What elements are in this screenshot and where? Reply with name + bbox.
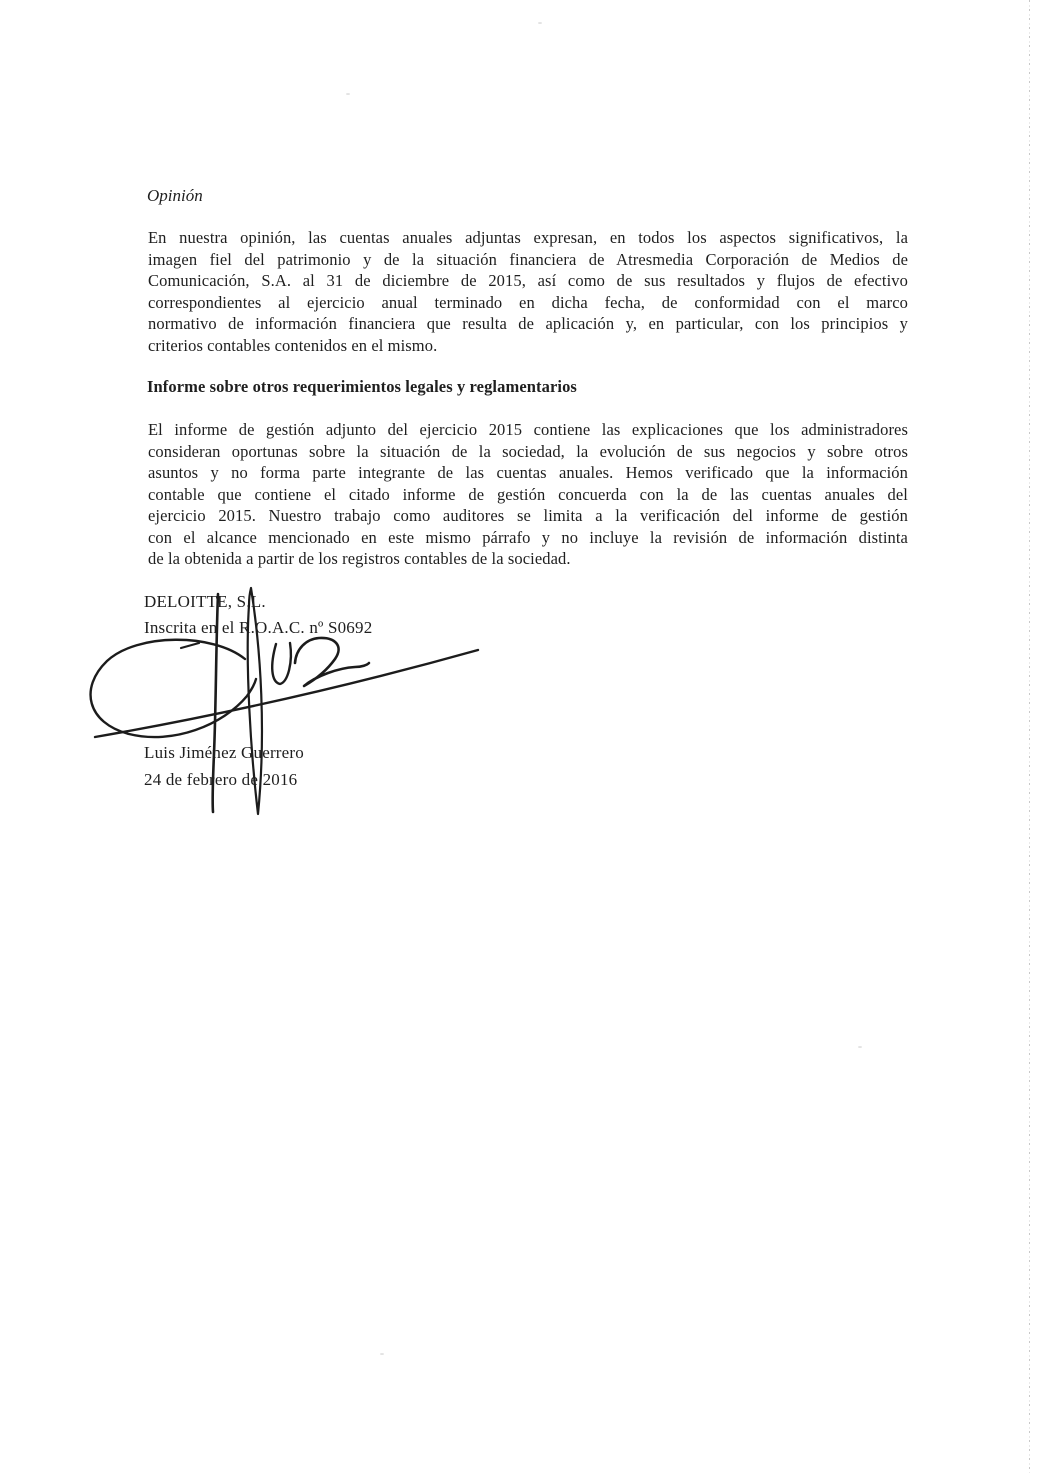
paragraph-line: correspondientes al ejercicio anual terminado en dicha fecha, de conformidad con el marco [148,292,908,312]
opinion-paragraph [148,227,908,356]
paragraph-line: asuntos y no forma parte integrante de las cuentas anuales. Hemos verificado que la información [148,463,908,482]
paragraph-line: de la obtenida a partir de los registros contables de la sociedad. [148,549,571,568]
paragraph-line: El informe de gestión adjunto del ejercicio 2015 contiene las explicaciones que los administradores [148,420,908,439]
scanner-artifact-line [1029,0,1030,1473]
signature-date: 24 de febrero de 2016 [144,770,298,789]
opinion-heading: Opinión [147,186,203,205]
paragraph-line: consideran oportunas sobre la situación de la sociedad, la evolución de sus negocios y sobre otros [148,441,908,461]
signer-name: Luis Jiménez Guerrero [144,743,304,762]
paragraph-line: ejercicio 2015. Nuestro trabajo como auditores se limita a la verificación del informe de gestión [148,506,908,525]
firm-registration: Inscrita en el R.O.A.C. nº S0692 [144,618,373,637]
legal-requirements-paragraph [148,419,908,570]
firm-name: DELOITTE, S.L. [144,592,266,611]
paragraph-line: criterios contables contenidos en el mismo. [148,335,438,355]
scan-speck [858,1046,862,1048]
legal-requirements-heading: Informe sobre otros requerimientos legales y reglamentarios [147,377,577,396]
paragraph-line: Comunicación, S.A. al 31 de diciembre de 2015, así como de sus resultados y flujos de efectivo [148,271,908,290]
scan-speck [346,93,350,95]
scan-speck [380,1353,384,1355]
paragraph-line: contable que contiene el citado informe de gestión concuerda con la de las cuentas anuales del [148,484,908,504]
paragraph-line: con el alcance mencionado en este mismo párrafo y no incluye la revisión de información distinta [148,527,908,547]
paragraph-line: imagen fiel del patrimonio y de la situación financiera de Atresmedia Corporación de Medios de [148,249,908,269]
paragraph-line: En nuestra opinión, las cuentas anuales adjuntas expresan, en todos los aspectos significativos, la [148,228,908,247]
scan-speck [538,22,542,24]
paragraph-line: normativo de información financiera que resulta de aplicación y, en particular, con los principios y [148,314,908,333]
